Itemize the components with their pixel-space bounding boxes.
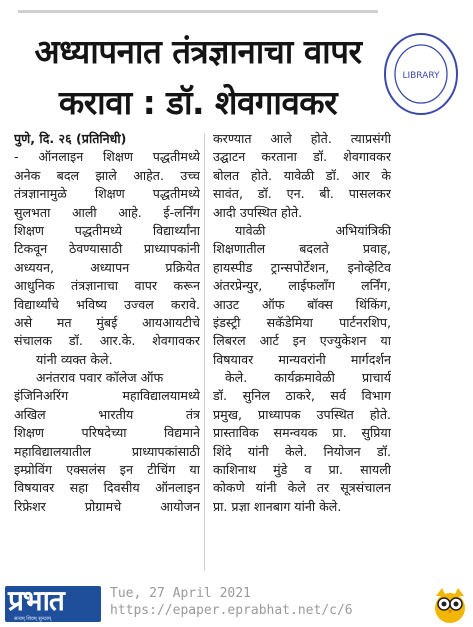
- article-line: बोलत होते. यावेळी डॉ. आर के: [213, 167, 391, 183]
- article-line: लिबरल आर्ट इन एज्युकेशन या: [213, 333, 391, 349]
- article-line: अनेक बदल झाले आहेत. उच्च: [14, 167, 200, 183]
- article-line: असे मत मुंबई आयआयटीचे: [14, 314, 200, 330]
- article-line: शिंदे यांनी केले. नियोजन डॉ.: [213, 443, 391, 459]
- article-line: प्रा. प्रज्ञा शानबाग यांनी केले.: [213, 498, 342, 514]
- dateline: पुणे, दि. २६ (प्रतिनिधी): [14, 131, 127, 146]
- prabhat-logo-tagline: सत्यम् शिवम् सुन्दरम्: [14, 616, 51, 622]
- owl-mascot-icon: [432, 584, 468, 624]
- prabhat-logo-text: प्रभात: [8, 584, 64, 617]
- article-line: करण्यात आले होते. त्याप्रसंगी: [213, 131, 391, 146]
- article-line: आदी उपस्थित होते.: [213, 204, 303, 220]
- article-line: शिक्षणातील बदलते प्रवाह,: [213, 241, 391, 257]
- article-line: यावेळी अभियांत्रिकी: [235, 222, 391, 238]
- library-stamp: [381, 30, 461, 118]
- article-line: कोकणे यांनी केले तर सूत्रसंचालन: [213, 480, 391, 496]
- article-line: अनंतराव पवार कॉलेज ऑफ: [36, 370, 164, 386]
- article-line: शिक्षण पद्धतीमध्ये विद्यार्थ्यांना: [14, 222, 200, 238]
- article-line: डॉ. सुनिल ठाकरे, सर्व विभाग: [213, 388, 391, 404]
- stamp-text: LIBRARY: [402, 71, 440, 81]
- article-line: अध्ययन, अध्यापन प्रक्रियेत: [14, 259, 200, 275]
- headline-line-2: करावा : डॉ. शेवगावकर: [58, 83, 338, 122]
- article-line: इम्प्रोविंग एक्सलंस इन टीचिंग या: [14, 462, 200, 478]
- article-left-column: [14, 130, 200, 516]
- article-line: संचालक डॉ. आर.के. शेवगावकर: [14, 333, 200, 349]
- top-rule: [18, 10, 378, 13]
- article-line: हायस्पीड ट्रान्सपोर्टेशन, इनोव्हेटिव: [213, 259, 391, 275]
- article-line: काशिनाथ मुंडे व प्रा. सायली: [213, 462, 391, 478]
- article-line: इंजिनिअरिंग महाविद्यालयामध्ये: [14, 388, 200, 404]
- epaper-url-link[interactable]: https://epaper.eprabhat.net/c/6: [110, 603, 353, 618]
- article-line: - ऑनलाइन शिक्षण पद्धतीमध्ये: [14, 149, 200, 165]
- article-line: प्रास्ताविक समन्वयक प्रा. सुप्रिया: [213, 425, 391, 441]
- headline-line-1: अध्यापनात तंत्रज्ञानाचा वापर: [34, 32, 362, 71]
- article-right-column: [213, 130, 391, 516]
- article-line: आधुनिक तंत्रज्ञानाचा वापर करून: [14, 278, 200, 294]
- article-line: अखिल भारतीय तंत्र: [14, 406, 200, 422]
- article-line: उद्घाटन करताना डॉ. शेवगावकर: [213, 149, 391, 165]
- article-line: महाविद्यालयातील प्राध्यापकांसाठी: [14, 443, 200, 459]
- article-line: इंडस्ट्री सकॅडेमिया पार्टनरशिप,: [213, 314, 391, 330]
- article-line: शिक्षण परिषदेच्या विद्यमाने: [14, 425, 200, 441]
- article-line: सावंत, डॉ. एन. बी. पासलकर: [213, 186, 391, 202]
- article-line: केले. कार्यक्रमावेळी प्राचार्य: [225, 370, 391, 386]
- footer-date: Tue, 27 April 2021: [110, 586, 251, 601]
- article-line: रिफ्रेशर प्रोग्रामचे आयोजन: [14, 498, 200, 514]
- article-line: अंतरप्रेन्युर, लाईफलाँग लर्निंग,: [213, 278, 391, 294]
- article-line: सुलभता आली आहे. ई-लर्निंग: [14, 204, 200, 220]
- article-line: विद्यार्थ्यांचे भविष्य उज्वल करावे.: [14, 296, 200, 312]
- article-line: विषयावर सहा दिवसीय ऑनलाइन: [14, 480, 200, 496]
- article-line: यांनी व्यक्त केले.: [36, 351, 113, 367]
- column-divider: [204, 133, 205, 571]
- article-line: प्रमुख, प्राध्यापक उपस्थित होते.: [213, 406, 391, 422]
- article-line: विषयावर मान्यवरांनी मार्गदर्शन: [213, 351, 391, 367]
- article-line: तंत्रज्ञानामुळे शिक्षण पद्धतीमध्ये: [14, 186, 200, 202]
- article-line: टिकवून ठेवण्यासाठी प्राध्यापकांनी: [14, 241, 200, 257]
- article-line: आउट ऑफ बॉक्स थिंकिंग,: [213, 296, 391, 312]
